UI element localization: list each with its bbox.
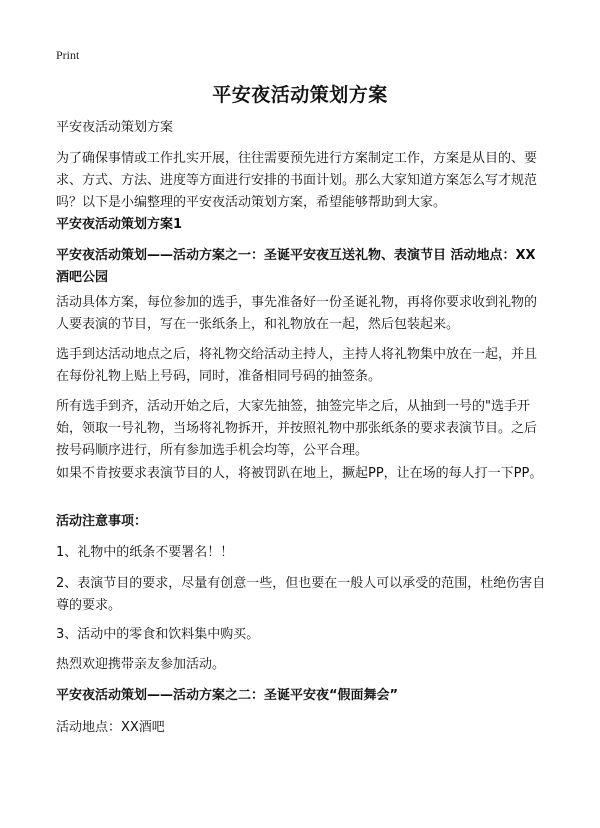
- section-heading-1: 平安夜活动策划方案1: [56, 217, 183, 232]
- intro-paragraph: 为了确保事情或工作扎实开展，往往需要预先进行方案制定工作，方案是从目的、要求、方式、方法、进度等方面进行安排的书面计划。那么大家知道方案怎么写才规范吗？以下是小编整理的平安夜活动策划方案，希望能够帮助到大家。: [56, 151, 538, 210]
- paragraph-gift-handover: 选手到达活动地点之后，将礼物交给活动主持人，主持人将礼物集中放在一起，并且在每份礼物上贴上号码，同时，准备相同号码的抽签条。: [56, 347, 538, 384]
- note-item-2: 2、表演节目的要求，尽量有创意一些，但也要在一般人可以承受的范围，杜绝伤害自尊的要求。: [56, 576, 546, 613]
- notes-heading: 活动注意事项：: [56, 514, 148, 529]
- plan-2-location: 活动地点：XX酒吧: [56, 720, 165, 735]
- plan-2-heading: 平安夜活动策划——活动方案之二：圣诞平安夜“假面舞会”: [56, 688, 399, 703]
- welcome-line: 热烈欢迎携带亲友参加活动。: [56, 657, 226, 672]
- paragraph-draw-lots: 所有选手到齐，活动开始之后，大家先抽签，抽签完毕之后，从抽到一号的"选手开始，领取一号礼物，当场将礼物拆开，并按照礼物中那张纸条的要求表演节目。之后按号码顺序进行，所有参加选手机会均等，公平合理。: [56, 399, 538, 458]
- paragraph-penalty: 如果不肯按要求表演节目的人，将被罚趴在地上，撅起PP，让在场的每人打一下PP。: [56, 466, 543, 481]
- paragraph-gift-prep: 活动具体方案，每位参加的选手，事先准备好一份圣诞礼物，再将你要求收到礼物的人要表演的节目，写在一张纸条上，和礼物放在一起，然后包装起来。: [56, 295, 538, 332]
- print-label: Print: [56, 48, 80, 62]
- plan-1-heading: 平安夜活动策划——活动方案之一：圣诞平安夜互送礼物、表演节目 活动地点：XX酒吧公园: [56, 248, 536, 285]
- document-subtitle: 平安夜活动策划方案: [56, 120, 174, 135]
- note-item-1: 1、礼物中的纸条不要署名！！: [56, 545, 234, 560]
- document-title: 平安夜活动策划方案: [212, 84, 388, 106]
- note-item-3: 3、活动中的零食和饮料集中购买。: [56, 627, 260, 642]
